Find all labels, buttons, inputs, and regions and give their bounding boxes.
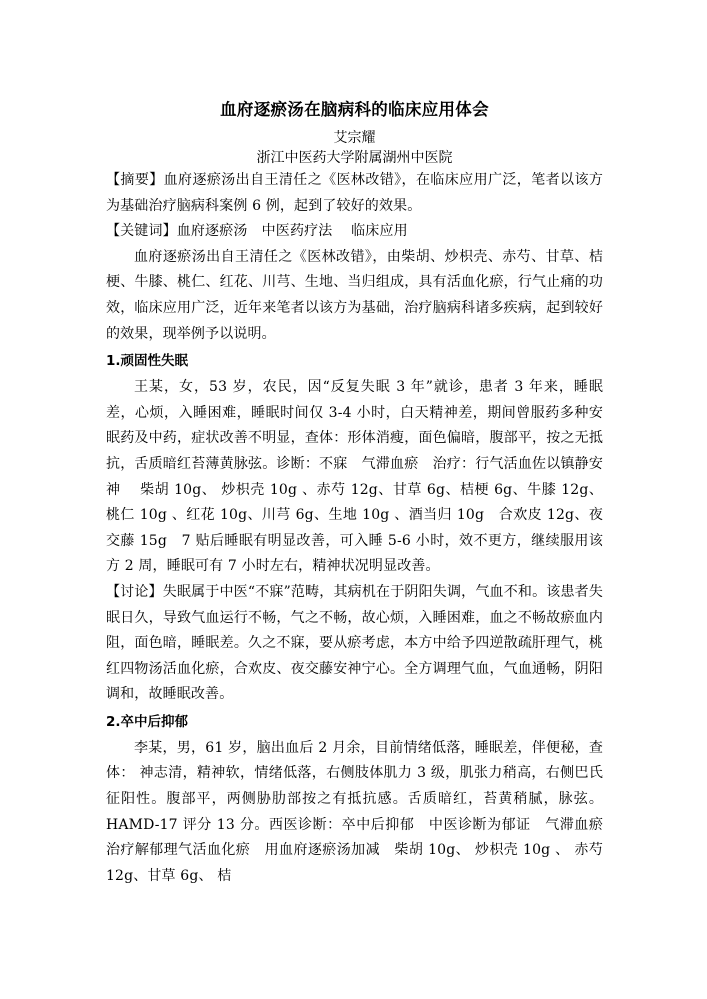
section-heading-insomnia: 1.顽固性失眠 [106,353,189,370]
author-name: 艾宗耀 [333,130,376,146]
author-affiliation: 浙江中医药大学附属湖州中医院 [256,150,453,166]
discussion-paragraph-insomnia: 【讨论】失眠属于中医“不寐”范畴，其病机在于阴阳失调，气血不和。该患者失眠日久，导致气血运行不畅，气之不畅，故心烦，入睡困难，血之不畅故瘀血内阻，面色暗，睡眠差。久之不寐，要从瘀考虑，本方中给予四逆散疏肝理气，桃红四物汤活血化瘀，合欢皮、夜交藤安神宁心。全方调理气血，气血通畅，阴阳调和，故睡眠改善。 [106,583,603,703]
section-heading-post-stroke-depression: 2.卒中后抑郁 [106,713,189,730]
intro-paragraph: 血府逐瘀汤出自王清任之《医林改错》，由柴胡、炒枳壳、赤芍、甘草、桔梗、牛膝、桃仁、红花、川芎、生地、当归组成，具有活血化瘀，行气止痛的功效，临床应用广泛，近年来笔者以该方为基础，治疗脑病科诸多疾病，起到较好的效果，现举例予以说明。 [106,248,603,342]
paper-title: 血府逐瘀汤在脑病科的临床应用体会 [220,100,489,119]
case-paragraph-insomnia: 王某，女，53 岁，农民，因“反复失眠 3 年”就诊，患者 3 年来，睡眠差，心烦，入睡困难，睡眠时间仅 3-4 小时，白天精神差，期间曾服药多种安眠药及中药，症状改善不明显，查体：形体消瘦，面色偏暗，腹部平，按之无抵抗，舌质暗红苔薄黄脉弦。诊断：不寐 气滞血瘀 治疗：行气活血佐以镇静安神 柴胡 10g、 炒枳壳 10g 、赤芍 12g、甘草 6g、桔梗 6g、牛膝 12g、桃仁 10g 、红花 10g、川芎 6g、生地 10g 、酒当归 10g 合欢皮 12g、夜交藤 15g 7 贴后睡眠有明显改善，可入睡 5-6 小时，效不更方，继续服用该方 2 周，睡眠可有 7 小时左右，精神状况明显改善。 [106,379,603,575]
keywords-paragraph: 【关键词】血府逐瘀汤 中医药疗法 临床应用 [106,223,408,240]
case-paragraph-post-stroke-depression: 李某，男，61 岁，脑出血后 2 月余，目前情绪低落，睡眠差，伴便秘，查体： 神志清，精神软，情绪低落，右侧肢体肌力 3 级，肌张力稍高，右侧巴氏征阳性。腹部平，两侧胁肋部按之有抵抗感。舌质暗红，苔黄稍腻，脉弦。HAMD-17 评分 13 分。西医诊断：卒中后抑郁 中医诊断为郁证 气滞血瘀 治疗解郁理气活血化瘀 用血府逐瘀汤加减 柴胡 10g、 炒枳壳 10g 、 赤芍 12g、甘草 6g、 桔 [106,739,618,884]
abstract-paragraph: 【摘要】血府逐瘀汤出自王清任之《医林改错》，在临床应用广泛，笔者以该方为基础治疗脑病科案例 6 例，起到了较好的效果。 [106,172,603,214]
